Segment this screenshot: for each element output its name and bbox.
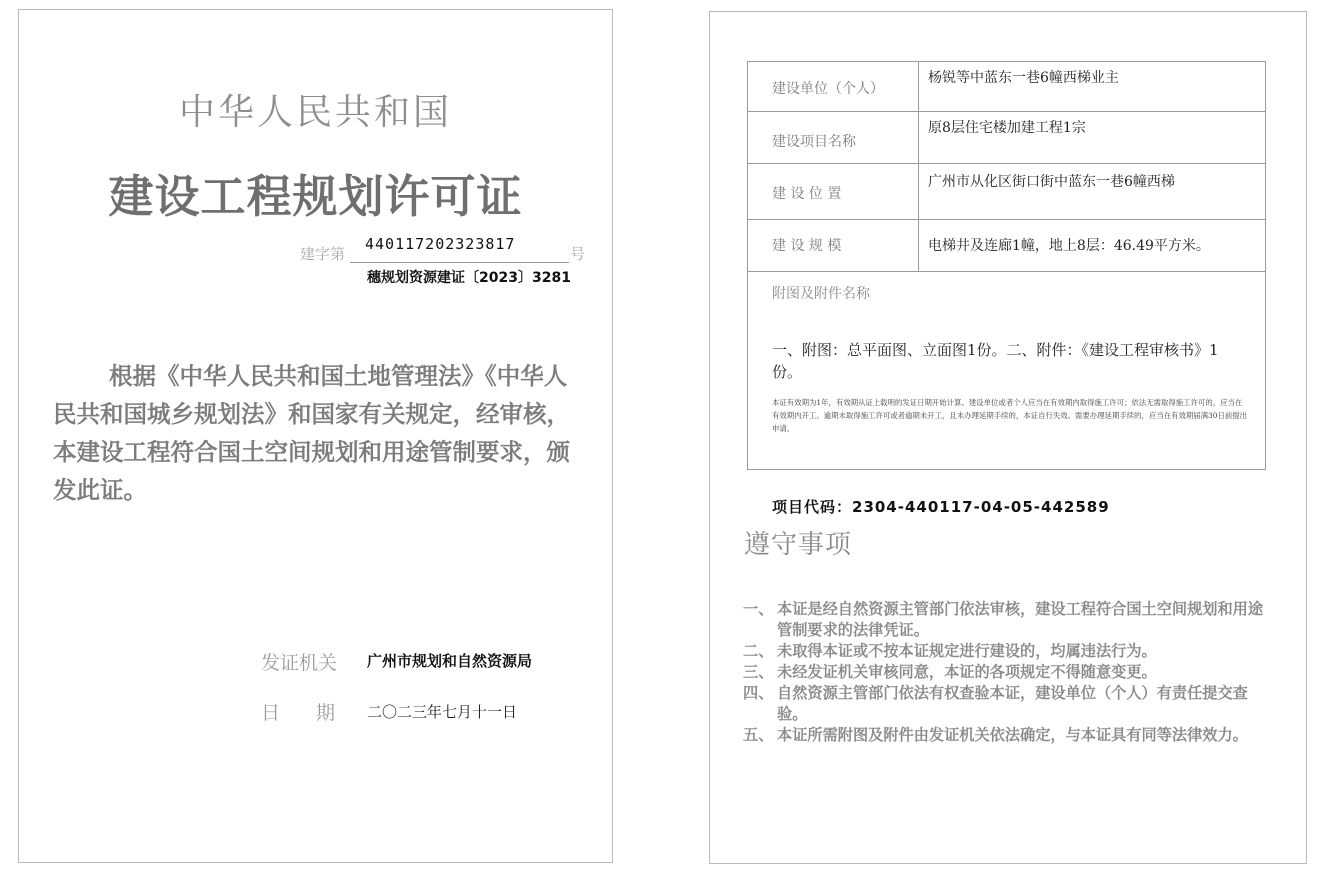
rule-number: 一、 [743, 600, 774, 618]
rule-text: 本证所需附图及附件由发证机关依法确定，与本证具有同等法律效力。 [777, 726, 1248, 744]
rule-number: 五、 [743, 726, 774, 744]
country-name: 中华人民共和国 [178, 92, 452, 133]
certificate-number-underline [350, 262, 569, 263]
table-row-builder [748, 62, 1265, 112]
project-info-table [747, 61, 1266, 470]
validity-note: 本证有效期为1年，有效期从证上载明的发证日期开始计算。建设单位或者个人应当在有效期内取得施工许可；依法无需取得施工许可的，应当在有效期内开工。逾期未取得施工许可或者逾期未开工，且未办理延期手续的，本证自行失效。需要办理延期手续的，应当在有效期届满30日前提出申请。 [772, 398, 1248, 433]
issuer-label: 发证机关 [261, 652, 338, 674]
project-code: 项目代码：2304-440117-04-05-442589 [772, 498, 1110, 516]
row-label: 建 设 位 置 [772, 186, 842, 202]
table-row-location [748, 164, 1265, 220]
document-number: 穗规划资源建证〔2023〕3281 [367, 270, 571, 286]
issuance-statement-text: 根据《中华人民共和国土地管理法》《中华人民共和国城乡规划法》和国家有关规定，经审核，本建设工程符合国土空间规划和用途管制要求，颁发此证。 [53, 362, 570, 504]
row-label: 建 设 规 模 [772, 238, 842, 254]
certificate-details-page [709, 11, 1307, 864]
row-value: 原8层住宅楼加建工程1宗 [928, 120, 1086, 136]
notice-title: 遵守事项 [744, 530, 853, 560]
date-label: 日期 [261, 702, 372, 724]
row-value: 电梯井及连廊1幢，地上8层：46.49平方米。 [928, 238, 1210, 254]
rule-number: 三、 [743, 663, 774, 681]
issue-date: 二〇二三年七月十一日 [367, 703, 518, 721]
row-value: 广州市从化区街口街中蓝东一巷6幢西梯 [928, 174, 1175, 190]
certificate-cover-page [18, 9, 613, 863]
notice-rule [743, 662, 1273, 683]
rule-text: 未经发证机关审核同意，本证的各项规定不得随意变更。 [777, 663, 1157, 681]
table-row-project-name [748, 112, 1265, 164]
rule-number: 四、 [743, 684, 774, 702]
rule-text: 未取得本证或不按本证规定进行建设的，均属违法行为。 [777, 642, 1157, 660]
rule-number: 二、 [743, 642, 774, 660]
row-label: 建设单位（个人） [772, 81, 884, 97]
row-label: 建设项目名称 [772, 134, 856, 150]
row-value: 杨锐等中蓝东一巷6幢西梯业主 [928, 70, 1119, 86]
issuer-name: 广州市规划和自然资源局 [367, 652, 533, 670]
certificate-number: 440117202323817 [365, 235, 516, 253]
certificate-title: 建设工程规划许可证 [108, 170, 523, 223]
notice-rule [743, 641, 1273, 662]
certificate-number-suffix: 号 [570, 245, 586, 263]
table-row-scale [748, 220, 1265, 272]
rule-text: 自然资源主管部门依法有权查验本证，建设单位（个人）有责任提交查验。 [777, 684, 1248, 723]
notice-rule [743, 683, 1273, 725]
notice-rule [743, 599, 1273, 641]
attachments-label: 附图及附件名称 [772, 286, 870, 302]
attachments-text: 一、附图：总平面图、立面图1份。二、附件：《建设工程审核书》1份。 [772, 341, 1219, 381]
issuance-statement [53, 357, 585, 509]
notice-rule [743, 725, 1273, 767]
rule-text: 本证是经自然资源主管部门依法审核，建设工程符合国土空间规划和用途管制要求的法律凭证。 [777, 600, 1263, 639]
certificate-number-label: 建字第 [300, 245, 346, 263]
